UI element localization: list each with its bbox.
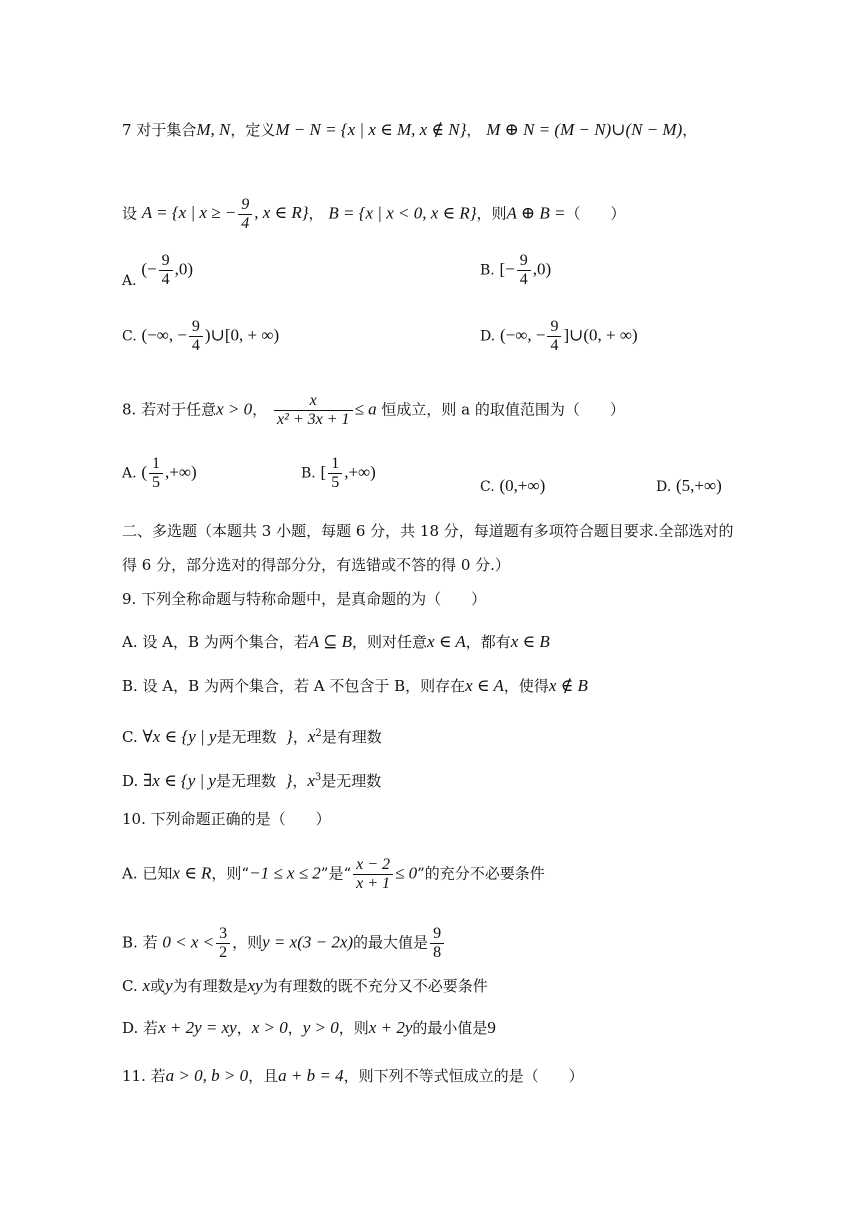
q7-def-difference: M − N = {x | x ∈ M, x ∉ N} [275,120,467,139]
section2-line2: 得 6 分，部分选对的得部分分，有选错或不答的得 0 分.） [122,556,510,574]
q9-option-b: B. 设 A，B 为两个集合，若 A 不包含于 B，则存在x ∈ A，使得x ∉ B [122,676,588,695]
q10-stem: 10. 下列命题正确的是（ ） [122,810,331,828]
q8-option-a: A. ( $\frac{1}{5}$ ,+∞) [122,455,197,491]
q7-def-symmetric: M ⊕ N = (M − N)∪(N − M) [486,120,683,139]
q7-option-b: B. [− $\frac{9}{4}$ ,0) [480,252,552,288]
q10-option-d: D. 若x + 2y = xy，x > 0，y > 0，则x + 2y的最小值是9 [122,1018,496,1037]
q8-number: 8. [122,400,137,419]
q7-line2: 设 A = {x | x ≥ − $\frac{9}{4}$ , x ∈ R}， B = {x | x < 0, x ∈ R}，则A ⊕ B =（ ） [122,196,626,232]
q9-option-a: A. 设 A，B 为两个集合，若A ⊆ B，则对任意x ∈ A，都有x ∈ B [122,632,550,651]
q7-number: 7 [122,121,132,139]
q11-number: 11. [122,1067,146,1085]
q7-option-a: A. (− $\frac{9}{4}$ ,0) [122,252,194,289]
q8-option-c: C. (0,+∞) [480,476,546,495]
q8-option-d: D. (5,+∞) [656,476,722,495]
q7-set-a: A = {x | x ≥ − $\frac{9}{4}$ , x ∈ R} [141,196,309,232]
q11-stem: 11. 若a > 0, b > 0，且a + b = 4，则下列不等式恒成立的是（ ） [122,1066,584,1085]
q7-set-b: B = {x | x < 0, x ∈ R} [328,203,477,223]
q10-option-a: A. 已知x ∈ R，则“−1 ≤ x ≤ 2”是“ $\frac{x - 2}{x + 1}$ ≤ 0”的充分不必要条件 [122,856,545,892]
q7-option-c: C. (−∞, − $\frac{9}{4}$ )∪[0, + ∞) [122,318,280,354]
q8-option-b: B. [ $\frac{1}{5}$ ,+∞) [301,455,376,491]
q8-stem: 8. 若对于任意x > 0， $\frac{x}{\text{x² + 3x + 1}}$ ≤ a 恒成立，则 a 的取值范围为（ ） [122,392,625,428]
q10-option-b: B. 若 0 < x < $\frac{3}{2}$ ，则y = x(3 − 2x)的最大值是 $\frac{9}{8}$ [122,925,446,962]
q9-option-c: C. ∀x ∈ {y | y是无理数 }，$x^2$是有理数 [122,727,382,746]
q9-option-d: D. ∃x ∈ {y | y是无理数 }，$x^3$是无理数 [122,771,382,790]
q7-line1: 7 对于集合M, N，定义M − N = {x | x ∈ M, x ∉ N}， M ⊕ N = (M − N)∪(N − M)， [122,120,698,139]
q9-stem: 9. 下列全称命题与特称命题中，是真命题的为（ ） [122,590,487,608]
q7-option-d: D. (−∞, − $\frac{9}{4}$ ]∪(0, + ∞) [480,318,638,354]
section2-line1: 二、多选题（本题共 3 小题，每题 6 分，共 18 分，每道题有多项符合题目要求.全部选对的 [122,522,734,540]
q10-option-c: C. x或y为有理数是xy为有理数的既不充分又不必要条件 [122,976,488,995]
